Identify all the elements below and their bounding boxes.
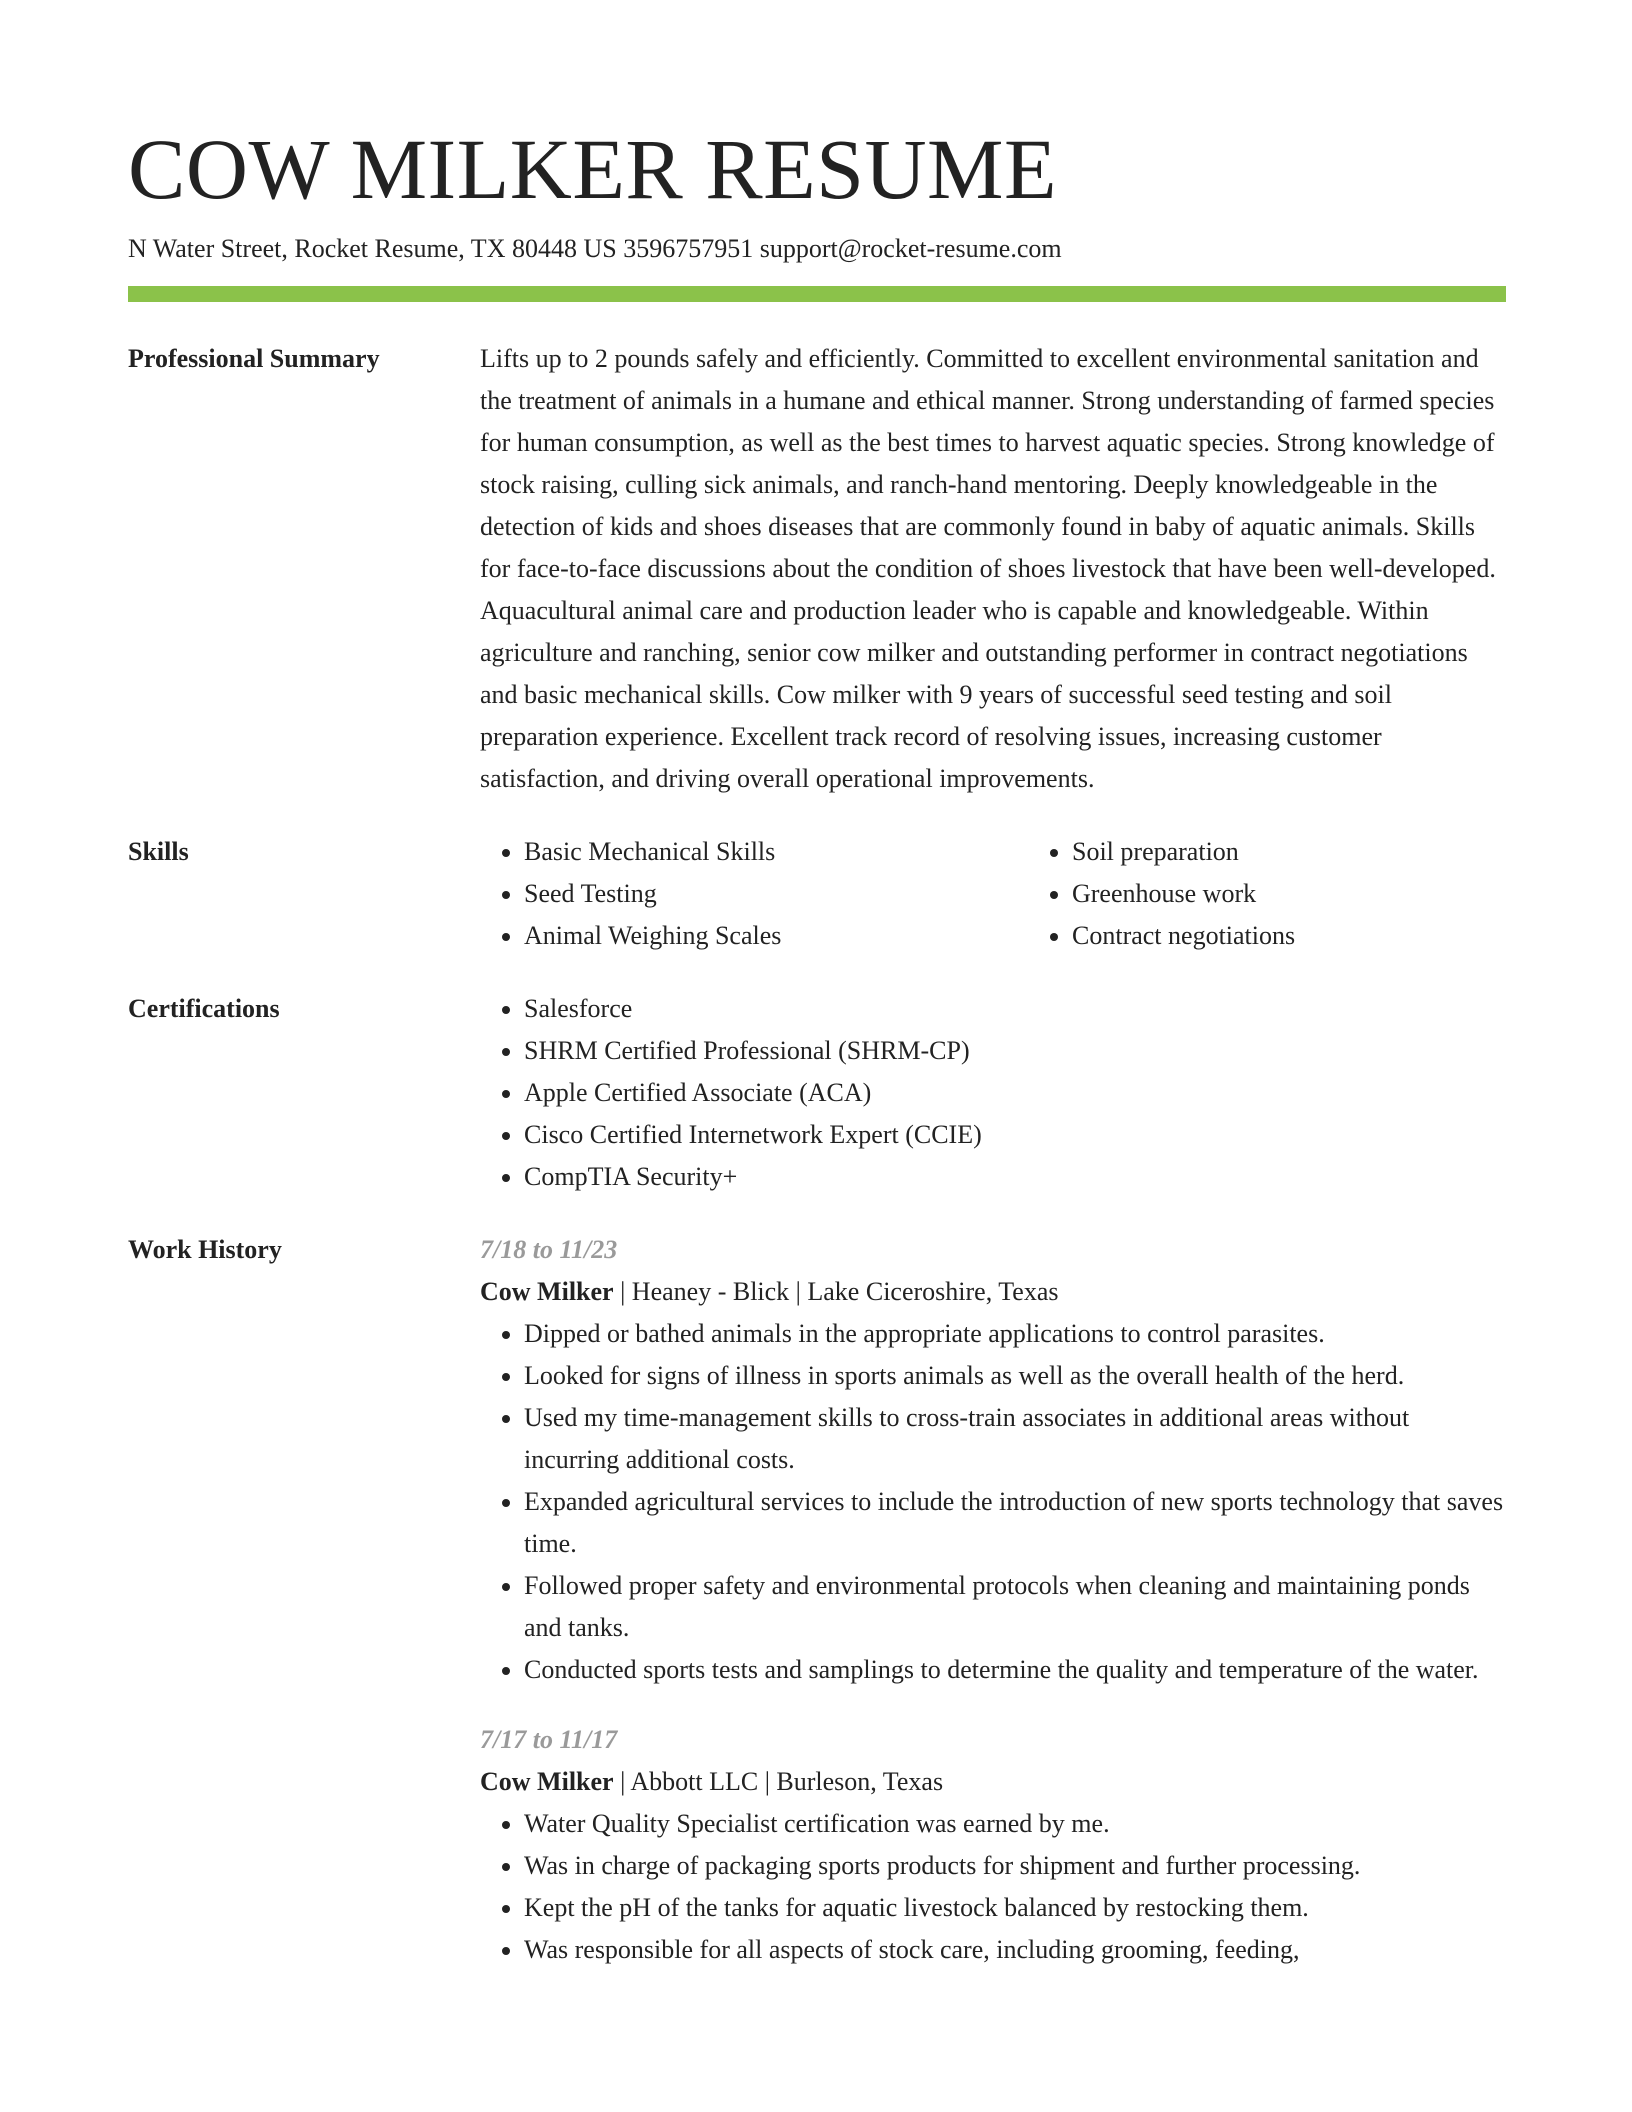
resume-title: COW MILKER RESUME: [128, 121, 1058, 217]
job-bullets: [480, 1803, 1506, 1971]
job-bullet: • Was responsible for all aspects of stock care, including grooming, feeding,: [524, 1929, 1506, 1971]
certifications-body: [480, 988, 1506, 1198]
certification-item: • Salesforce: [524, 988, 1506, 1030]
certifications-list: [480, 988, 1506, 1198]
summary-section: [128, 338, 1506, 800]
job-bullet: • Expanded agricultural services to include the introduction of new sports technology that saves time.: [524, 1481, 1506, 1565]
certification-item: • CompTIA Security+: [524, 1156, 1506, 1198]
work-history-section: [128, 1229, 1506, 1971]
resume-page: [128, 118, 1506, 1971]
certification-item: • SHRM Certified Professional (SHRM-CP): [524, 1030, 1506, 1072]
job-title: Cow Milker: [480, 1766, 614, 1796]
summary-body: [480, 338, 1506, 800]
certifications-heading: Certifications: [128, 993, 280, 1023]
job-title: Cow Milker: [480, 1276, 614, 1306]
job-dates: 7/18 to 11/23: [480, 1234, 618, 1264]
skill-item: • Contract negotiations: [1072, 915, 1576, 957]
certifications-section: [128, 988, 1506, 1198]
skills-section: [128, 831, 1506, 957]
skills-heading: Skills: [128, 836, 189, 866]
skill-item: • Soil preparation: [1072, 831, 1576, 873]
job-title-line: [480, 1271, 1506, 1313]
skills-body: [480, 831, 1576, 957]
skill-item: • Greenhouse work: [1072, 873, 1576, 915]
job-bullet: • Looked for signs of illness in sports animals as well as the overall health of the herd.: [524, 1355, 1506, 1397]
job-bullets: [480, 1313, 1506, 1691]
work-history-heading: Work History: [128, 1234, 282, 1264]
job-bullet: • Used my time-management skills to cross-train associates in additional areas without incurring additional costs.: [524, 1397, 1506, 1481]
work-history-body: [480, 1229, 1506, 1971]
job-bullet: • Followed proper safety and environmental protocols when cleaning and maintaining ponds and tanks.: [524, 1565, 1506, 1649]
job-bullet: • Conducted sports tests and samplings to determine the quality and temperature of the water.: [524, 1649, 1506, 1691]
job-entry: [480, 1229, 1506, 1691]
job-employer-location: | Abbott LLC | Burleson, Texas: [613, 1766, 944, 1796]
contact-line: N Water Street, Rocket Resume, TX 80448 US 3596757951 support@rocket-resume.com: [128, 234, 1062, 263]
skill-item: • Basic Mechanical Skills: [524, 831, 1028, 873]
job-bullet: • Dipped or bathed animals in the appropriate applications to control parasites.: [524, 1313, 1506, 1355]
summary-heading: Professional Summary: [128, 343, 380, 373]
job-title-line: [480, 1761, 1506, 1803]
job-bullet: • Was in charge of packaging sports products for shipment and further processing.: [524, 1845, 1506, 1887]
skill-item: • Seed Testing: [524, 873, 1028, 915]
job-employer-location: | Heaney - Blick | Lake Ciceroshire, Texas: [613, 1276, 1059, 1306]
skill-item: • Animal Weighing Scales: [524, 915, 1028, 957]
job-bullet: • Water Quality Specialist certification was earned by me.: [524, 1803, 1506, 1845]
header-divider: [128, 286, 1506, 302]
job-bullet: • Kept the pH of the tanks for aquatic livestock balanced by restocking them.: [524, 1887, 1506, 1929]
job-entry: [480, 1719, 1506, 1971]
certification-item: • Cisco Certified Internetwork Expert (CCIE): [524, 1114, 1506, 1156]
certification-item: • Apple Certified Associate (ACA): [524, 1072, 1506, 1114]
summary-text: Lifts up to 2 pounds safely and efficiently. Committed to excellent environmental sanitation and the treatment of animals in a humane and ethical manner. Strong understanding of farmed species for human consumption, as well as the best times to harvest aquatic species. Strong knowledge of stock raising, culling sick animals, and ranch-hand mentoring. Deeply knowledgeable in the detection of kids and shoes diseases that are commonly found in baby of aquatic animals. Skills for face-to-face discussions about the condition of shoes livestock that have been well-developed. Aquacultural animal care and production leader who is capable and knowledgeable. Within agriculture and ranching, senior cow milker and outstanding performer in contract negotiations and basic mechanical skills. Cow milker with 9 years of successful seed testing and soil preparation experience. Excellent track record of resolving issues, increasing customer satisfaction, and driving overall operational improvements.: [480, 343, 1496, 793]
skills-columns: [480, 831, 1576, 957]
job-dates: 7/17 to 11/17: [480, 1724, 618, 1754]
skills-column-2: [1028, 831, 1576, 957]
skills-column-1: [480, 831, 1028, 957]
